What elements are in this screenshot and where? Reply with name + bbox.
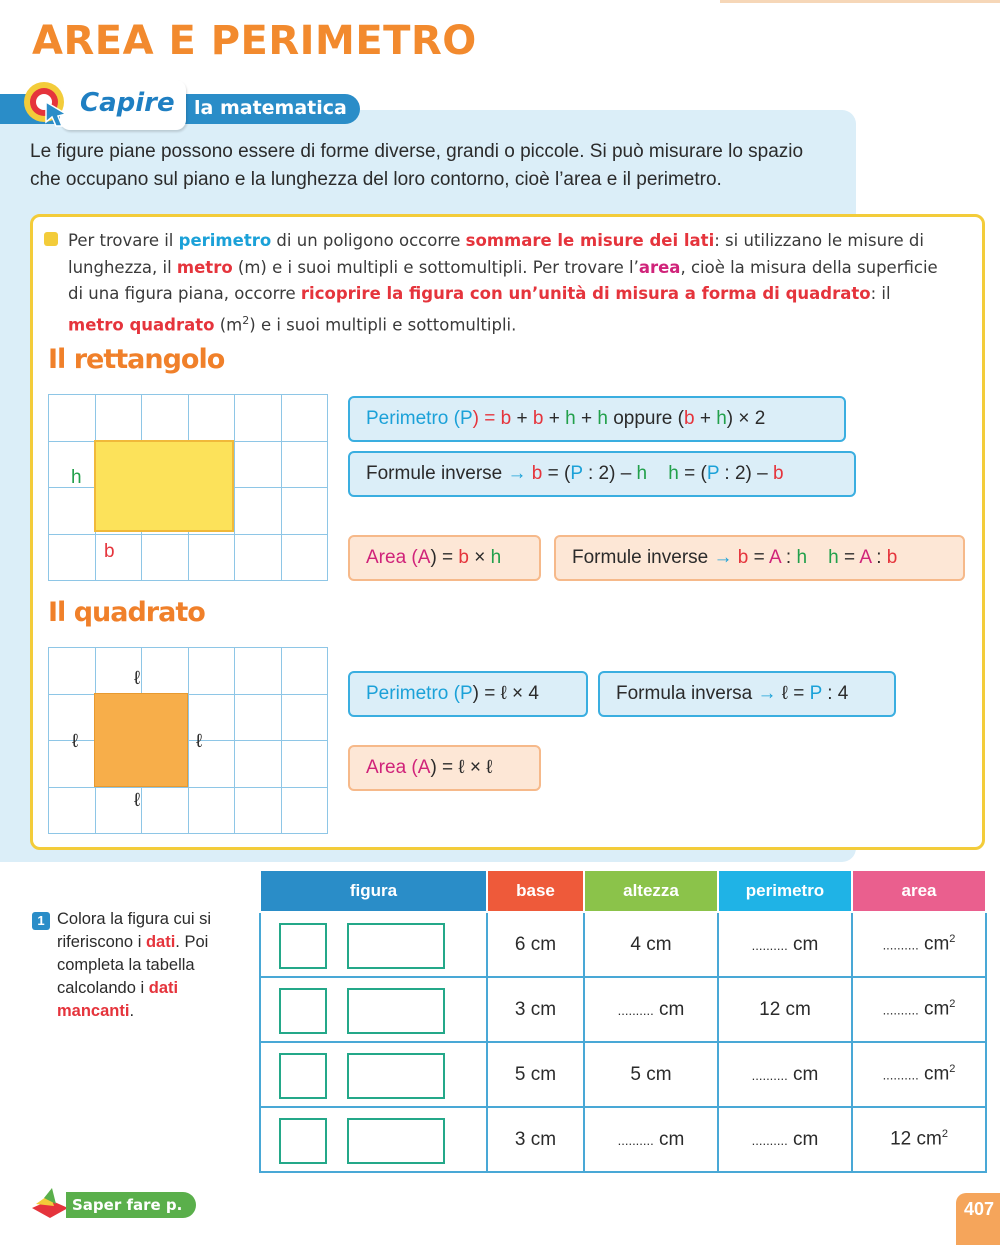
var-b: b: [500, 408, 512, 429]
text: Formule inverse: [366, 463, 508, 484]
blank-dots: ..........: [751, 1067, 788, 1083]
op: =: [748, 547, 769, 568]
var-b: b: [683, 408, 695, 429]
superscript: 2: [949, 998, 956, 1011]
blank-dots: ..........: [882, 1002, 919, 1018]
grid-cell: [234, 487, 282, 535]
rectangle-option[interactable]: [347, 1118, 445, 1164]
magnifier-icon: [22, 80, 70, 128]
arrow-right-icon: →: [507, 463, 527, 484]
unit: cm: [787, 1128, 819, 1150]
keyword-dati: dati: [145, 933, 176, 951]
op: ×: [469, 547, 491, 568]
var-P: P: [706, 463, 720, 484]
blank-dots: ..........: [882, 1067, 919, 1083]
var-b: b: [458, 547, 469, 568]
square-option[interactable]: [279, 923, 327, 969]
grid-cell: [234, 647, 282, 695]
saper-fare-link[interactable]: Saper fare p. 64: [66, 1192, 196, 1218]
var-h: h: [565, 408, 576, 429]
grid-cell: [188, 394, 236, 442]
unit: cm: [918, 998, 950, 1020]
op: +: [694, 408, 717, 429]
var-P: P: [459, 408, 473, 429]
op: :: [870, 547, 887, 568]
grid-cell: [281, 694, 329, 742]
superscript: 2: [949, 933, 956, 946]
grid-cell: [234, 694, 282, 742]
grid-cell: [234, 534, 282, 582]
keyword-ricoprire: ricoprire la figura con un’unità di misura a forma di quadrato: [300, 284, 871, 303]
base-cell: 3 cm: [487, 977, 584, 1042]
text: .: [129, 1002, 135, 1020]
text: Formula inversa: [616, 683, 758, 704]
figure-cell: [260, 912, 487, 977]
altezza-blank[interactable]: [584, 977, 718, 1042]
perimetro-blank[interactable]: [718, 1107, 852, 1172]
square-option[interactable]: [279, 988, 327, 1034]
area-cell: [852, 1107, 986, 1172]
grid-cell: [188, 740, 236, 788]
text: Area (: [366, 757, 418, 778]
page-title: AREA E PERIMETRO: [32, 18, 477, 64]
text: : si utilizzano le misure di lunghezza, il: [68, 231, 924, 277]
grid-cell: [141, 647, 189, 695]
subject-label: la matematica: [194, 97, 347, 119]
rectangle-option[interactable]: [347, 1053, 445, 1099]
blank-dots: ..........: [751, 937, 788, 953]
var-b: b: [773, 463, 784, 484]
header-altezza: altezza: [584, 870, 718, 912]
arrow-right-icon: →: [713, 547, 733, 568]
altezza-cell: 4 cm: [584, 912, 718, 977]
text: (m) e i suoi multipli e sottomultipli. Per trovare l’: [232, 257, 639, 277]
top-decorative-line: [720, 0, 1000, 3]
grid-cell: [48, 534, 96, 582]
op: +: [511, 408, 533, 429]
op: = (: [542, 463, 571, 484]
blank-dots: ..........: [751, 1132, 788, 1148]
var-P: P: [570, 463, 583, 484]
var-h: h: [828, 547, 839, 568]
superscript: 2: [949, 1063, 956, 1076]
bullet-icon: [44, 232, 58, 246]
exercise-number: 1: [32, 912, 50, 930]
rectangle-perimeter-formula: [348, 396, 846, 442]
unit: cm: [653, 998, 685, 1020]
table-row: [260, 977, 986, 1042]
table-row: [260, 912, 986, 977]
var-b: b: [531, 463, 543, 484]
unit: cm: [653, 1128, 685, 1150]
op: +: [575, 408, 598, 429]
var-A: A: [417, 757, 431, 778]
altezza-blank[interactable]: [584, 1107, 718, 1172]
text: ) = ℓ × ℓ: [430, 757, 493, 778]
text: : il: [870, 284, 891, 303]
base-cell: 6 cm: [487, 912, 584, 977]
var-A: A: [417, 547, 431, 568]
square-label-left: ℓ: [72, 731, 79, 752]
exercise-table: [259, 869, 987, 1173]
blank-dots: ..........: [617, 1002, 654, 1018]
keyword-area: area: [638, 257, 681, 277]
var-b: b: [886, 547, 898, 568]
text: Perimetro (: [366, 408, 460, 429]
grid-cell: [234, 441, 282, 489]
base-cell: 5 cm: [487, 1042, 584, 1107]
blank-dots: ..........: [882, 937, 919, 953]
square-label-right: ℓ: [196, 731, 203, 752]
grid-cell: [281, 441, 329, 489]
altezza-cell: 5 cm: [584, 1042, 718, 1107]
header-base: base: [487, 870, 584, 912]
var-h: h: [490, 547, 502, 568]
text: . Poi completa la tabella calcolando i: [57, 933, 209, 997]
perimetro-cell: 12 cm: [718, 977, 852, 1042]
square-shape: [94, 693, 188, 787]
unit: cm: [918, 1063, 950, 1085]
var-P: P: [809, 683, 822, 704]
keyword-dati-mancanti: dati mancanti: [57, 979, 179, 1020]
header-area: area: [852, 870, 986, 912]
unit: cm: [787, 933, 819, 955]
text: (m: [214, 315, 243, 334]
op: =: [838, 547, 860, 568]
grid-cell: [141, 534, 189, 582]
op: +: [543, 408, 566, 429]
var-A: A: [859, 547, 871, 568]
perimetro-blank[interactable]: [718, 1042, 852, 1107]
grid-cell: [95, 394, 143, 442]
square-label-top: ℓ: [134, 668, 141, 689]
rectangle-label-h: h: [71, 467, 82, 488]
text: ) = ℓ × 4: [472, 683, 539, 704]
capire-label: Capire: [80, 88, 175, 118]
table-row: [260, 1042, 986, 1107]
keyword-sommare: sommare le misure dei lati: [465, 231, 715, 250]
grid-cell: [281, 534, 329, 582]
text: Formule inverse: [572, 547, 714, 568]
op: : 2) –: [582, 463, 637, 484]
capire-tab: [60, 80, 186, 130]
var-h: h: [597, 408, 608, 429]
arrow-right-icon: →: [757, 683, 777, 704]
area-blank[interactable]: [852, 1042, 986, 1107]
rectangle-area-inverse: [554, 535, 965, 581]
grid-cell: [95, 534, 143, 582]
table-header-row: [260, 870, 986, 912]
var-A: A: [768, 547, 781, 568]
var-b: b: [532, 408, 544, 429]
square-area-formula: [348, 745, 541, 791]
op: = (: [678, 463, 707, 484]
keyword-perimetro: perimetro: [178, 231, 272, 250]
text: Perimetro (: [366, 683, 460, 704]
grid-cell: [281, 740, 329, 788]
grid-cell: [188, 534, 236, 582]
grid-cell: [141, 787, 189, 835]
grid-cell: [281, 394, 329, 442]
perimetro-blank[interactable]: [718, 912, 852, 977]
grid-cell: [48, 487, 96, 535]
rectangle-option[interactable]: [347, 923, 445, 969]
var-h: h: [668, 463, 679, 484]
square-title: Il quadrato: [48, 597, 205, 628]
grid-cell: [281, 787, 329, 835]
square-option[interactable]: [279, 1118, 327, 1164]
exercise-instructions: [57, 908, 232, 1023]
text: oppure (: [607, 408, 684, 429]
text: ) × 2: [726, 408, 766, 429]
area-blank[interactable]: [852, 977, 986, 1042]
keyword-metro-quadrato: metro quadrato: [68, 315, 215, 334]
op: : 2) –: [719, 463, 774, 484]
text: Colora la figura cui si riferiscono i: [57, 910, 212, 951]
square-option[interactable]: [279, 1053, 327, 1099]
grid-cell: [234, 787, 282, 835]
text: Per trovare il: [68, 231, 179, 250]
base-cell: 3 cm: [487, 1107, 584, 1172]
book-icon: [30, 1186, 70, 1222]
var-h: h: [796, 547, 808, 568]
grid-cell: [48, 647, 96, 695]
text: ) e i suoi multipli e sottomultipli.: [249, 315, 517, 334]
intro-line: che occupano sul piano e la lunghezza del loro contorno, cioè l’area e il perimetro.: [30, 169, 722, 190]
grid-cell: [281, 487, 329, 535]
area-blank[interactable]: [852, 912, 986, 977]
grid-cell: [281, 647, 329, 695]
intro-paragraph: [30, 138, 850, 194]
rectangle-label-b: b: [104, 541, 115, 562]
keyword-metro: metro: [176, 257, 233, 277]
var-b: b: [737, 547, 749, 568]
rectangle-area-formula: [348, 535, 541, 581]
text: Area (: [366, 547, 418, 568]
page-number: 407: [956, 1193, 1000, 1245]
figure-cell: [260, 977, 487, 1042]
square-inverse-formula: [598, 671, 896, 717]
rectangle-inverse-formulas: [348, 451, 856, 497]
grid-cell: [234, 740, 282, 788]
rectangle-shape: [94, 440, 234, 532]
var-h: h: [716, 408, 727, 429]
rectangle-option[interactable]: [347, 988, 445, 1034]
text: , cioè la misura della superficie di una figura piana, occorre: [68, 257, 938, 303]
figure-cell: [260, 1042, 487, 1107]
text: : 4: [821, 683, 849, 704]
op: ) =: [430, 547, 459, 568]
superscript: 2: [941, 1128, 948, 1141]
grid-cell: [48, 394, 96, 442]
grid-cell: [188, 694, 236, 742]
intro-line: Le figure piane possono essere di forme diverse, grandi o piccole. Si può misurare lo spazio: [30, 141, 804, 162]
text: di un poligono occorre: [271, 231, 466, 250]
rectangle-title: Il rettangolo: [48, 344, 225, 375]
grid-cell: [141, 394, 189, 442]
figure-cell: [260, 1107, 487, 1172]
square-perimeter-formula: [348, 671, 588, 717]
area-value: 12 cm: [890, 1128, 942, 1150]
var-h: h: [636, 463, 648, 484]
unit: cm: [787, 1063, 819, 1085]
grid-cell: [188, 647, 236, 695]
grid-cell: [48, 787, 96, 835]
var-P: P: [459, 683, 473, 704]
superscript: 2: [242, 313, 250, 327]
text: ) =: [472, 408, 501, 429]
op: :: [780, 547, 797, 568]
unit: cm: [918, 933, 950, 955]
header-figura: figura: [260, 870, 487, 912]
square-label-bottom: ℓ: [134, 790, 141, 811]
table-row: [260, 1107, 986, 1172]
rules-paragraph: [68, 228, 948, 339]
blank-dots: ..........: [617, 1132, 654, 1148]
grid-cell: [188, 787, 236, 835]
grid-cell: [234, 394, 282, 442]
header-perimetro: perimetro: [718, 870, 852, 912]
text: ℓ =: [776, 683, 810, 704]
